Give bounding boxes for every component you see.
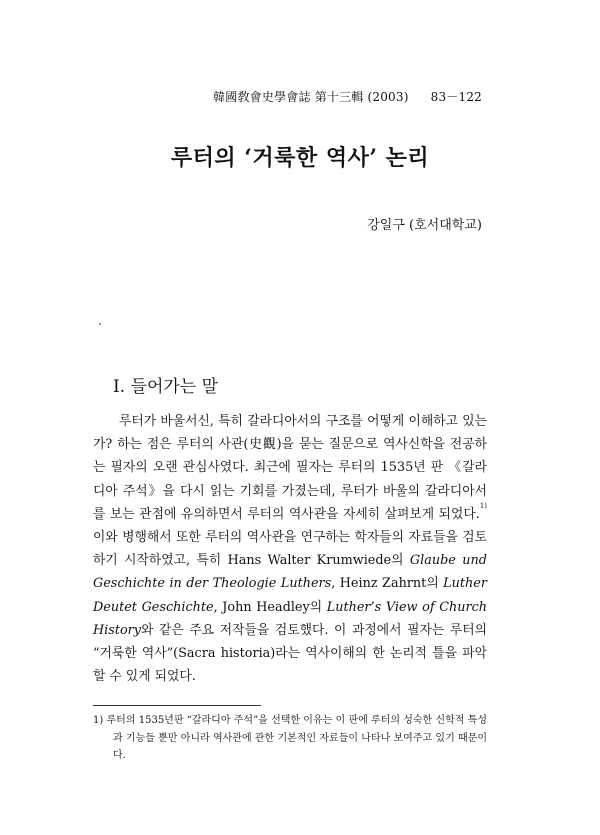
footnote-divider	[93, 705, 261, 706]
text-run: 이와 병행해서 또한 루터의 역사관을 연구하는 학자들의 자료들을 검토하기 시작하였고, 특히 Hans Walter Krumwiede의	[93, 530, 487, 569]
text-run: 루터가 바울서신, 특히 갈라디아서의 구조를 어떻게 이해하고 있는가? 하는 점은 루터의 사관(史觀)을 묻는 질문으로 역사신학을 전공하는 필자의 오랜 관심사였다. 최근에 필자는 루터의 1535년 판 《갈라디아 주석》을 다시 읽는 기회를 가졌는데, 루터가 바울의 갈라디아서를 보는 관점에 유의하면서 루터의 역사관을 자세히 살펴보게 되었다.	[93, 414, 487, 522]
text-run: , Heinz Zahrnt의	[331, 576, 444, 592]
paragraph	[93, 410, 487, 688]
running-header	[213, 88, 482, 105]
footnote: 1) 루터의 1535년판 “갈라디아 주석”을 선택한 이유는 이 판에 루터의 성숙한 신학적 특성과 기능들 뿐만 아니라 역사관에 관한 기본적인 자료들이 나타나 보여주고 있기 때문이다.	[93, 715, 487, 761]
journal-name: 韓國敎會史學會誌 第十三輯 (2003)	[213, 90, 409, 104]
book-title: Glaube und Geschichte in der Theologie Luthers	[93, 553, 487, 592]
book-title: Luther’s View of Church History	[93, 599, 488, 638]
scan-speck	[99, 323, 101, 325]
footnote-ref: 1)	[479, 501, 487, 510]
article-title: 루터의 ‘거룩한 역사’ 논리	[170, 145, 430, 171]
section-heading: I. 들어가는 말	[113, 377, 219, 397]
text-run: 와 같은 주요 저작들을 검토했다. 이 과정에서 필자는 루터의 “거룩한 역사”(Sacra historia)라는 역사이해의 한 논리적 틀을 파악할 수 있게 되었다.	[93, 622, 487, 685]
book-title: Luther Deutet Geschichte	[93, 576, 487, 615]
text-run: , John Headley의	[213, 599, 327, 615]
author-affiliation: 강일구 (호서대학교)	[367, 218, 482, 233]
page-range: 83－122	[430, 90, 482, 104]
body-text	[93, 410, 487, 688]
